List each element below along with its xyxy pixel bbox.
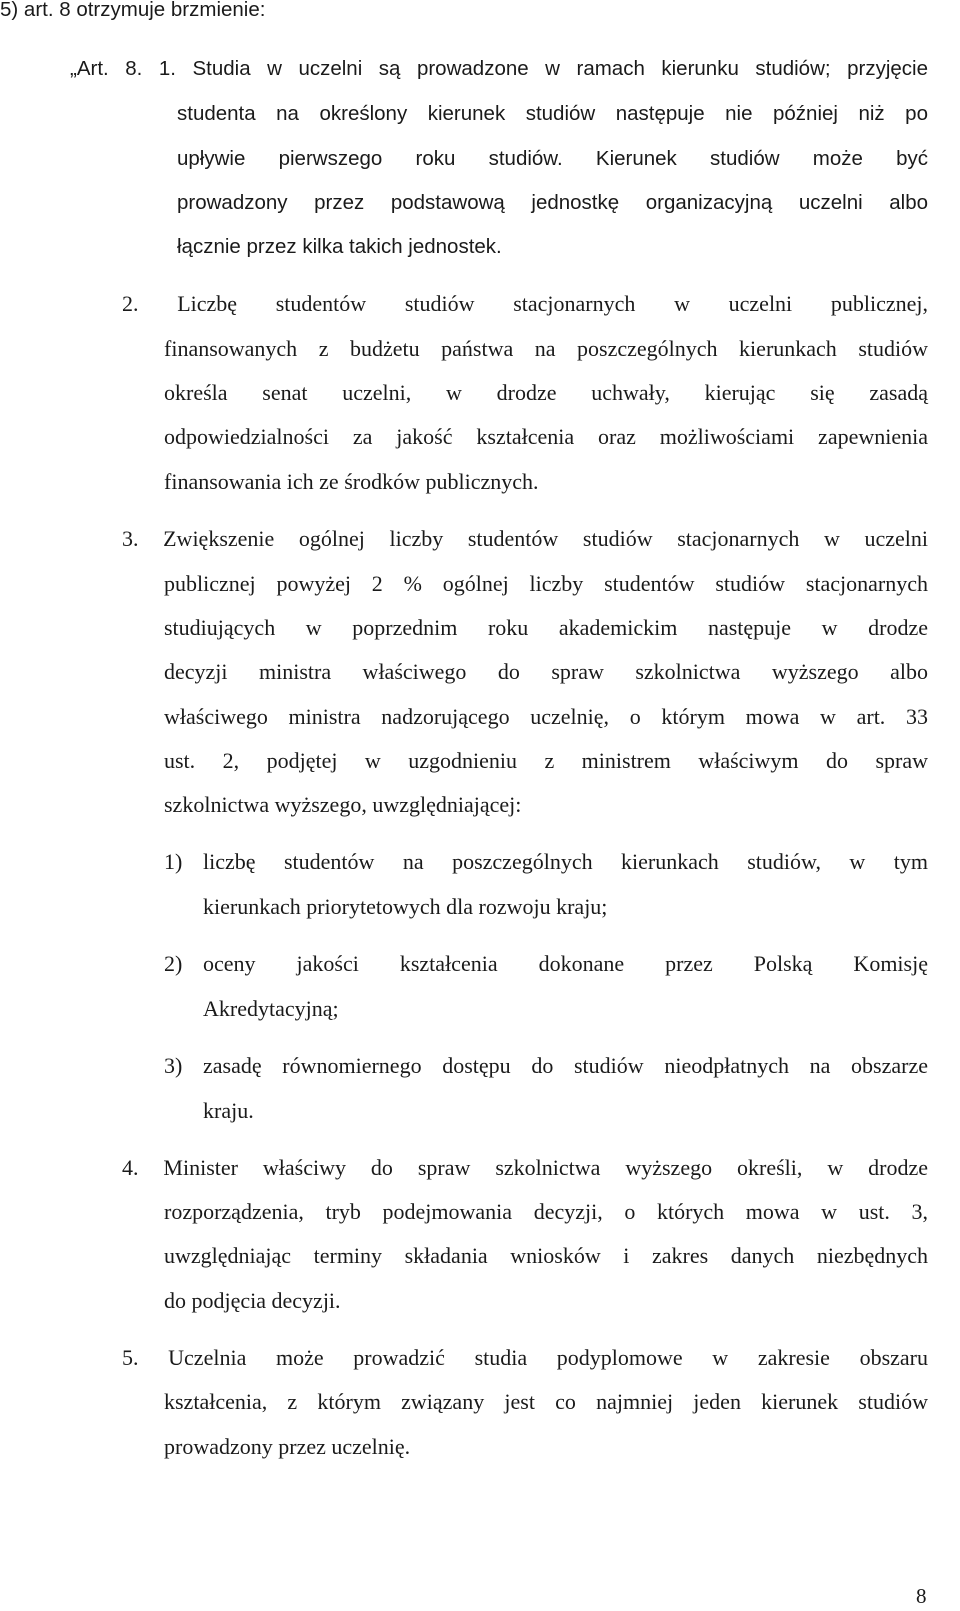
list-item-number: 2): [164, 951, 183, 976]
list-item-number: 1): [164, 849, 183, 874]
list-item-line: liczbę studentów na poszczególnych kierunkach studiów, w tym: [203, 849, 928, 874]
page-number: 8: [916, 1584, 927, 1608]
paragraph-4-line: rozporządzenia, tryb podejmowania decyzji, o których mowa w ust. 3,: [164, 1199, 928, 1224]
list-item-line: zasadę równomiernego dostępu do studiów nieodpłatnych na obszarze: [203, 1053, 928, 1078]
paragraph-3-line: 3. Zwiększenie ogólnej liczby studentów studiów stacjonarnych w uczelni: [122, 526, 928, 551]
paragraph-3-line: właściwego ministra nadzorującego uczelnię, o którym mowa w art. 33: [164, 704, 928, 729]
paragraph-2-line: finansowania ich ze środków publicznych.: [164, 469, 539, 494]
list-item-number: 3): [164, 1053, 183, 1078]
paragraph-1-line: prowadzony przez podstawową jednostkę organizacyjną uczelni albo: [177, 191, 928, 214]
paragraph-5-line: kształcenia, z którym związany jest co najmniej jeden kierunek studiów: [164, 1389, 928, 1414]
paragraph-3-line: studiujących w poprzednim roku akademickim następuje w drodze: [164, 615, 928, 640]
paragraph-5-line: prowadzony przez uczelnię.: [164, 1434, 411, 1459]
paragraph-5-line: 5. Uczelnia może prowadzić studia podyplomowe w zakresie obszaru: [122, 1345, 928, 1370]
paragraph-1-line: „Art. 8. 1. Studia w uczelni są prowadzone w ramach kierunku studiów; przyjęcie: [70, 57, 928, 80]
list-item-line: oceny jakości kształcenia dokonane przez Polską Komisję: [203, 951, 928, 976]
paragraph-3-line: szkolnictwa wyższego, uwzględniającej:: [164, 792, 522, 817]
paragraph-3-line: publicznej powyżej 2 % ogólnej liczby studentów studiów stacjonarnych: [164, 571, 928, 596]
list-item-line: kraju.: [203, 1098, 254, 1123]
paragraph-1-line: upływie pierwszego roku studiów. Kierunek studiów może być: [177, 147, 928, 170]
paragraph-2-line: określa senat uczelni, w drodze uchwały, kierując się zasadą: [164, 380, 928, 405]
amendment-intro: 5) art. 8 otrzymuje brzmienie:: [0, 0, 266, 21]
paragraph-2-line: finansowanych z budżetu państwa na poszczególnych kierunkach studiów: [164, 336, 928, 361]
paragraph-3-line: ust. 2, podjętej w uzgodnieniu z ministrem właściwym do spraw: [164, 748, 928, 773]
paragraph-2-line: odpowiedzialności za jakość kształcenia oraz możliwościami zapewnienia: [164, 424, 928, 449]
paragraph-2-line: 2. Liczbę studentów studiów stacjonarnych w uczelni publicznej,: [122, 291, 928, 316]
paragraph-4-line: 4. Minister właściwy do spraw szkolnictwa wyższego określi, w drodze: [122, 1155, 928, 1180]
list-item-line: kierunkach priorytetowych dla rozwoju kraju;: [203, 894, 608, 919]
paragraph-1-line: łącznie przez kilka takich jednostek.: [177, 235, 502, 258]
list-item-line: Akredytacyjną;: [203, 996, 339, 1021]
paragraph-4-line: do podjęcia decyzji.: [164, 1288, 341, 1313]
paragraph-1-line: studenta na określony kierunek studiów następuje nie później niż po: [177, 102, 928, 125]
paragraph-4-line: uwzględniając terminy składania wniosków i zakres danych niezbędnych: [164, 1243, 928, 1268]
paragraph-3-line: decyzji ministra właściwego do spraw szkolnictwa wyższego albo: [164, 659, 928, 684]
